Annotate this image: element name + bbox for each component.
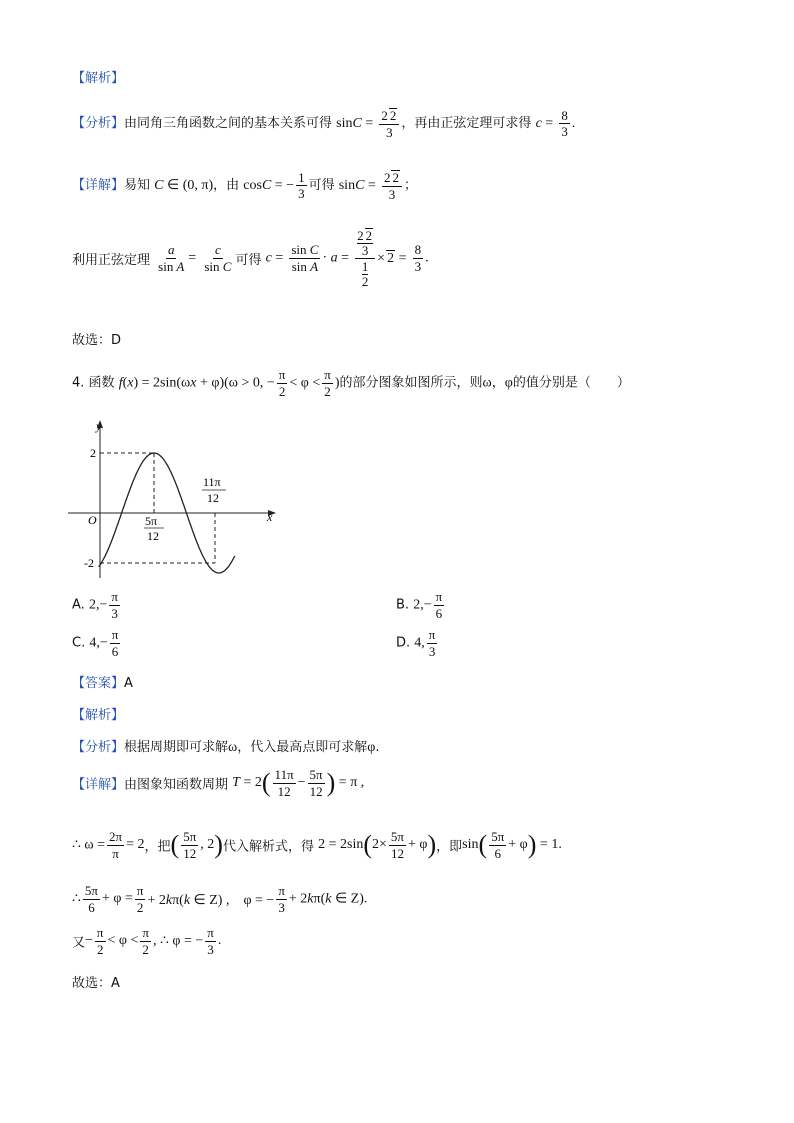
option-C-value: 4, — [89, 635, 100, 651]
xiangjie2-text-1: 由图象知函数周期 — [124, 777, 229, 793]
sinC-value-2: $\frac{2 2}{3}$ — [382, 170, 402, 201]
fenxi-text-2: ，再由正弦定理可求得 — [401, 116, 532, 132]
option-B-den: 6 — [435, 605, 443, 621]
tick-label-neg2: -2 — [84, 556, 94, 570]
law-text-1: 利用正弦定理 — [72, 252, 151, 268]
answer-tag: 【答案】 — [72, 676, 125, 691]
q4-text-4: 的值分别是（ ） — [512, 375, 630, 391]
option-C-den: 6 — [111, 643, 119, 659]
option-D-num: π — [428, 627, 436, 642]
fenxi2-text-2: ，代入最高点即可求解 — [237, 740, 368, 755]
option-B-value: 2, — [413, 597, 424, 613]
detail-line-1 — [72, 170, 417, 201]
xiangjie-text-1: 易知 — [124, 178, 151, 194]
option-B[interactable] — [396, 590, 446, 620]
option-A-sign: − — [99, 597, 108, 613]
label-5pi-den: 12 — [147, 529, 159, 543]
detail-line-3: ∴ ω = $\frac{2\pi}{\pi}$ = 2，把( $\frac{5\pi}{12}$ , 2)代入解析式，得 2 = 2sin(2× $\frac{5\pi}{12}$ + φ)，即sin( $\frac{5\pi}{6}$ + φ) = 1. — [72, 829, 562, 861]
a-over-sinA: $\frac{a}{\text{sin A}}$ — [158, 242, 185, 274]
option-C-label: C. — [72, 635, 86, 651]
option-B-sign: − — [423, 597, 432, 613]
c-fraction: $\frac{8}{3}$ — [561, 107, 568, 140]
answer-line — [72, 672, 133, 691]
step2-text-1: ，把 — [144, 839, 171, 855]
question-4: 4. 函数 f(x) = 2sin(ωx + φ)(ω > 0, − $\frac{\pi}{2}$ < φ < $\frac{\pi}{2}$ )的部分图象如图所示，则ω，φ的值分别是（ ） — [72, 367, 630, 399]
step2-text-3: ，即 — [436, 839, 463, 855]
option-A-den: 3 — [111, 605, 118, 621]
fenxi-tag-2: 【分析】 — [72, 740, 125, 755]
result-fraction: $\frac{8}{3}$ — [414, 242, 422, 274]
xiangjie-text-3: 可得 — [308, 178, 335, 194]
option-C-num: π — [111, 627, 119, 642]
q4-text-1: 函数 — [88, 375, 115, 391]
step2-text-2: 代入解析式，得 — [222, 839, 314, 855]
fenxi2-text-1: 根据周期即可求解 — [124, 740, 229, 755]
answer-value: A — [124, 676, 133, 691]
option-A-num: π — [111, 589, 118, 604]
cosC-expr: cosC = − — [243, 178, 295, 194]
law-text-2: 可得 — [235, 252, 262, 268]
x-label: x — [267, 510, 273, 524]
label-5pi-num: 5π — [145, 514, 158, 528]
option-A-label: A. — [72, 597, 85, 613]
xiangjie-tag: 【详解】 — [72, 178, 125, 194]
answer-choice-1: 故选：D — [72, 333, 122, 348]
option-D-den: 3 — [428, 643, 436, 659]
option-D[interactable] — [396, 628, 439, 658]
answer-choice-2: 故选：A — [72, 976, 120, 991]
q4-text-3: ， — [491, 375, 505, 391]
detail-line-5: 又− $\frac{\pi}{2}$ < φ < $\frac{\pi}{2}$ , ∴ φ = − $\frac{\pi}{3}$ . — [72, 925, 222, 957]
option-B-num: π — [435, 589, 443, 604]
omega-calc: ∴ ω = — [72, 837, 106, 853]
q4-text-2: 的部分图象如图所示，则 — [339, 375, 483, 391]
fenxi-tag: 【分析】 — [72, 116, 125, 132]
sine-graph — [68, 418, 283, 583]
option-D-label: D. — [396, 635, 411, 651]
option-D-value: 4, — [414, 635, 425, 651]
analysis-line-2: 【分析】根据周期即可求解ω，代入最高点即可求解φ. — [72, 740, 380, 755]
q4-number: 4. — [72, 375, 85, 391]
sinC-expr: sinC = — [336, 116, 374, 132]
jiexi-heading-2: 【解析】 — [72, 708, 125, 723]
compound-fraction: 2 2 3 1 2 — [355, 228, 375, 289]
y-label: y — [96, 419, 102, 433]
option-C-sign: − — [99, 635, 108, 651]
period-expr: T = 2 — [232, 775, 262, 791]
sinC-over-sinA: $\frac{\text{sin C}}{\text{sin A}}$ — [291, 242, 319, 274]
origin-label: O — [88, 513, 97, 527]
fenxi-text-1: 由同角三角函数之间的基本关系可得 — [124, 116, 333, 132]
jiexi-heading: 【解析】 — [72, 71, 125, 86]
sinC-expr-2: sinC = — [338, 178, 376, 194]
function-def: f(x) = 2sin(ωx + φ)(ω > 0, − — [118, 375, 275, 391]
pi-over-2: $\frac{\pi}{2}$ — [324, 367, 331, 399]
fenxi2-text-3: . — [375, 740, 380, 755]
law-of-sines-line: 利用正弦定理 $\frac{a}{\text{sin A}}$ = $\frac{c}{\text{sin C}}$ 可得 c = $\frac{\text{sin C}}{\text{sin A}}$ · a = 2 2 3 1 2 × 2 = $\frac{8}{3}$ . — [72, 228, 429, 289]
option-A-value: 2, — [88, 597, 100, 613]
tick-label-2: 2 — [90, 446, 96, 460]
C-interval: C ∈ (0, π) — [154, 178, 214, 194]
c-over-sinC: $\frac{c}{\text{sin C}}$ — [204, 242, 232, 274]
xiangjie-text-2: ，由 — [213, 178, 240, 194]
sinC-value: $\frac{2 2}{3}$ — [379, 108, 399, 139]
analysis-line-1: 【分析】由同角三角函数之间的基本关系可得 sinC = $\frac{2 2}{3}$ ，再由正弦定理可求得 c = $\frac{8}{3}$ . — [72, 107, 576, 140]
c-value: c = — [535, 116, 554, 132]
option-A[interactable] — [72, 590, 122, 620]
cosC-fraction: $\frac{1}{3}$ — [298, 169, 305, 202]
xiangjie-tag-2: 【详解】 — [72, 777, 125, 793]
label-11pi-num: 11π — [203, 475, 221, 489]
option-B-label: B. — [396, 597, 410, 613]
option-C[interactable] — [72, 628, 122, 658]
neg-pi-over-2: $\frac{\pi}{2}$ — [278, 367, 286, 399]
detail-line-2: 【详解】由图象知函数周期 T = 2( $\frac{11\pi}{12}$ − $\frac{5\pi}{12}$ ) = π , — [72, 767, 365, 799]
xiangjie-text-4: ； — [403, 178, 417, 194]
step4-prefix: 又 — [72, 935, 86, 951]
detail-line-4: ∴ $\frac{5\pi}{6}$ + φ = $\frac{\pi}{2}$ + 2kπ(k ∈ Z) , φ = − $\frac{\pi}{3}$ + 2kπ(k ∈ Z). — [72, 883, 368, 915]
label-11pi-den: 12 — [207, 491, 219, 505]
